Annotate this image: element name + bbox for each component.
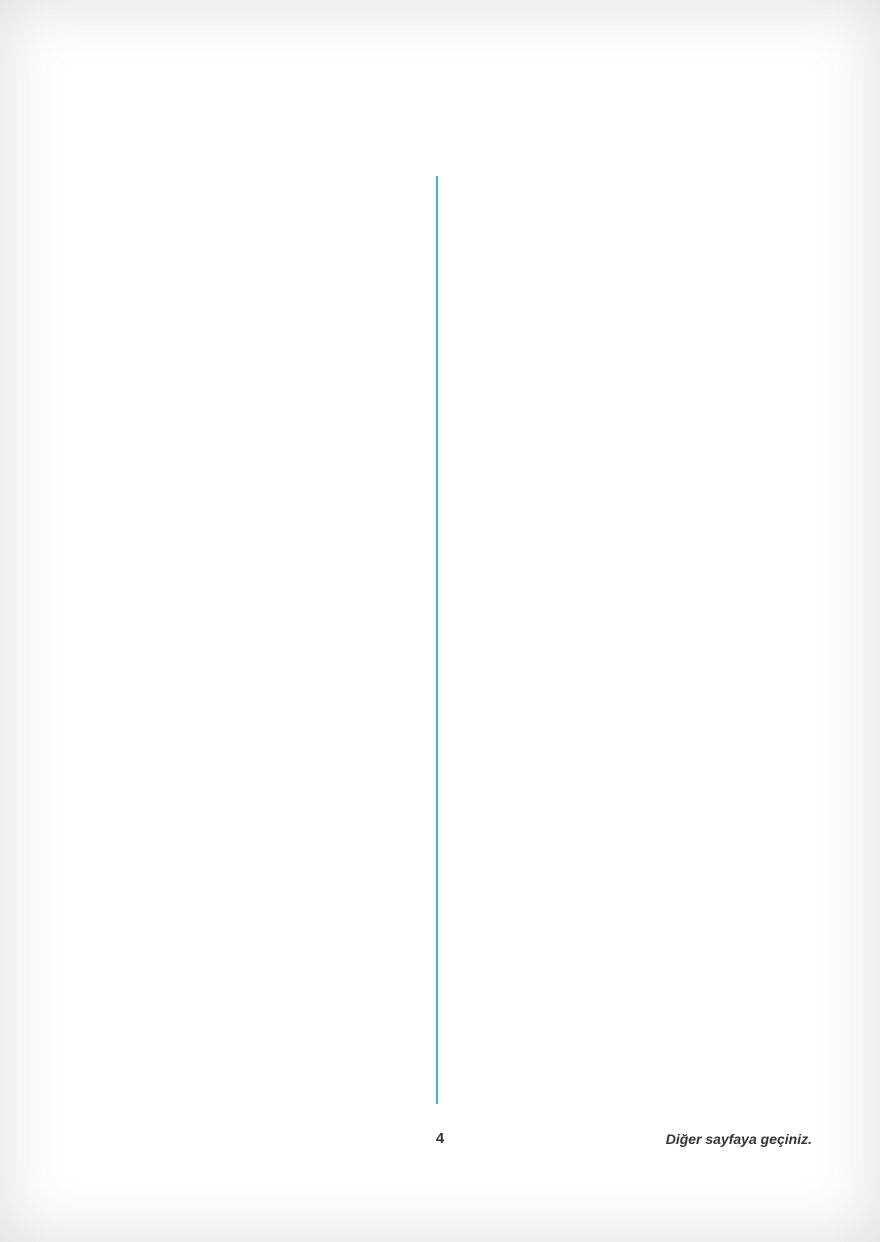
column-divider (436, 176, 438, 1104)
footer-note: Diğer sayfaya geçiniz. (665, 1131, 812, 1147)
page-number: 4 (435, 1130, 445, 1147)
